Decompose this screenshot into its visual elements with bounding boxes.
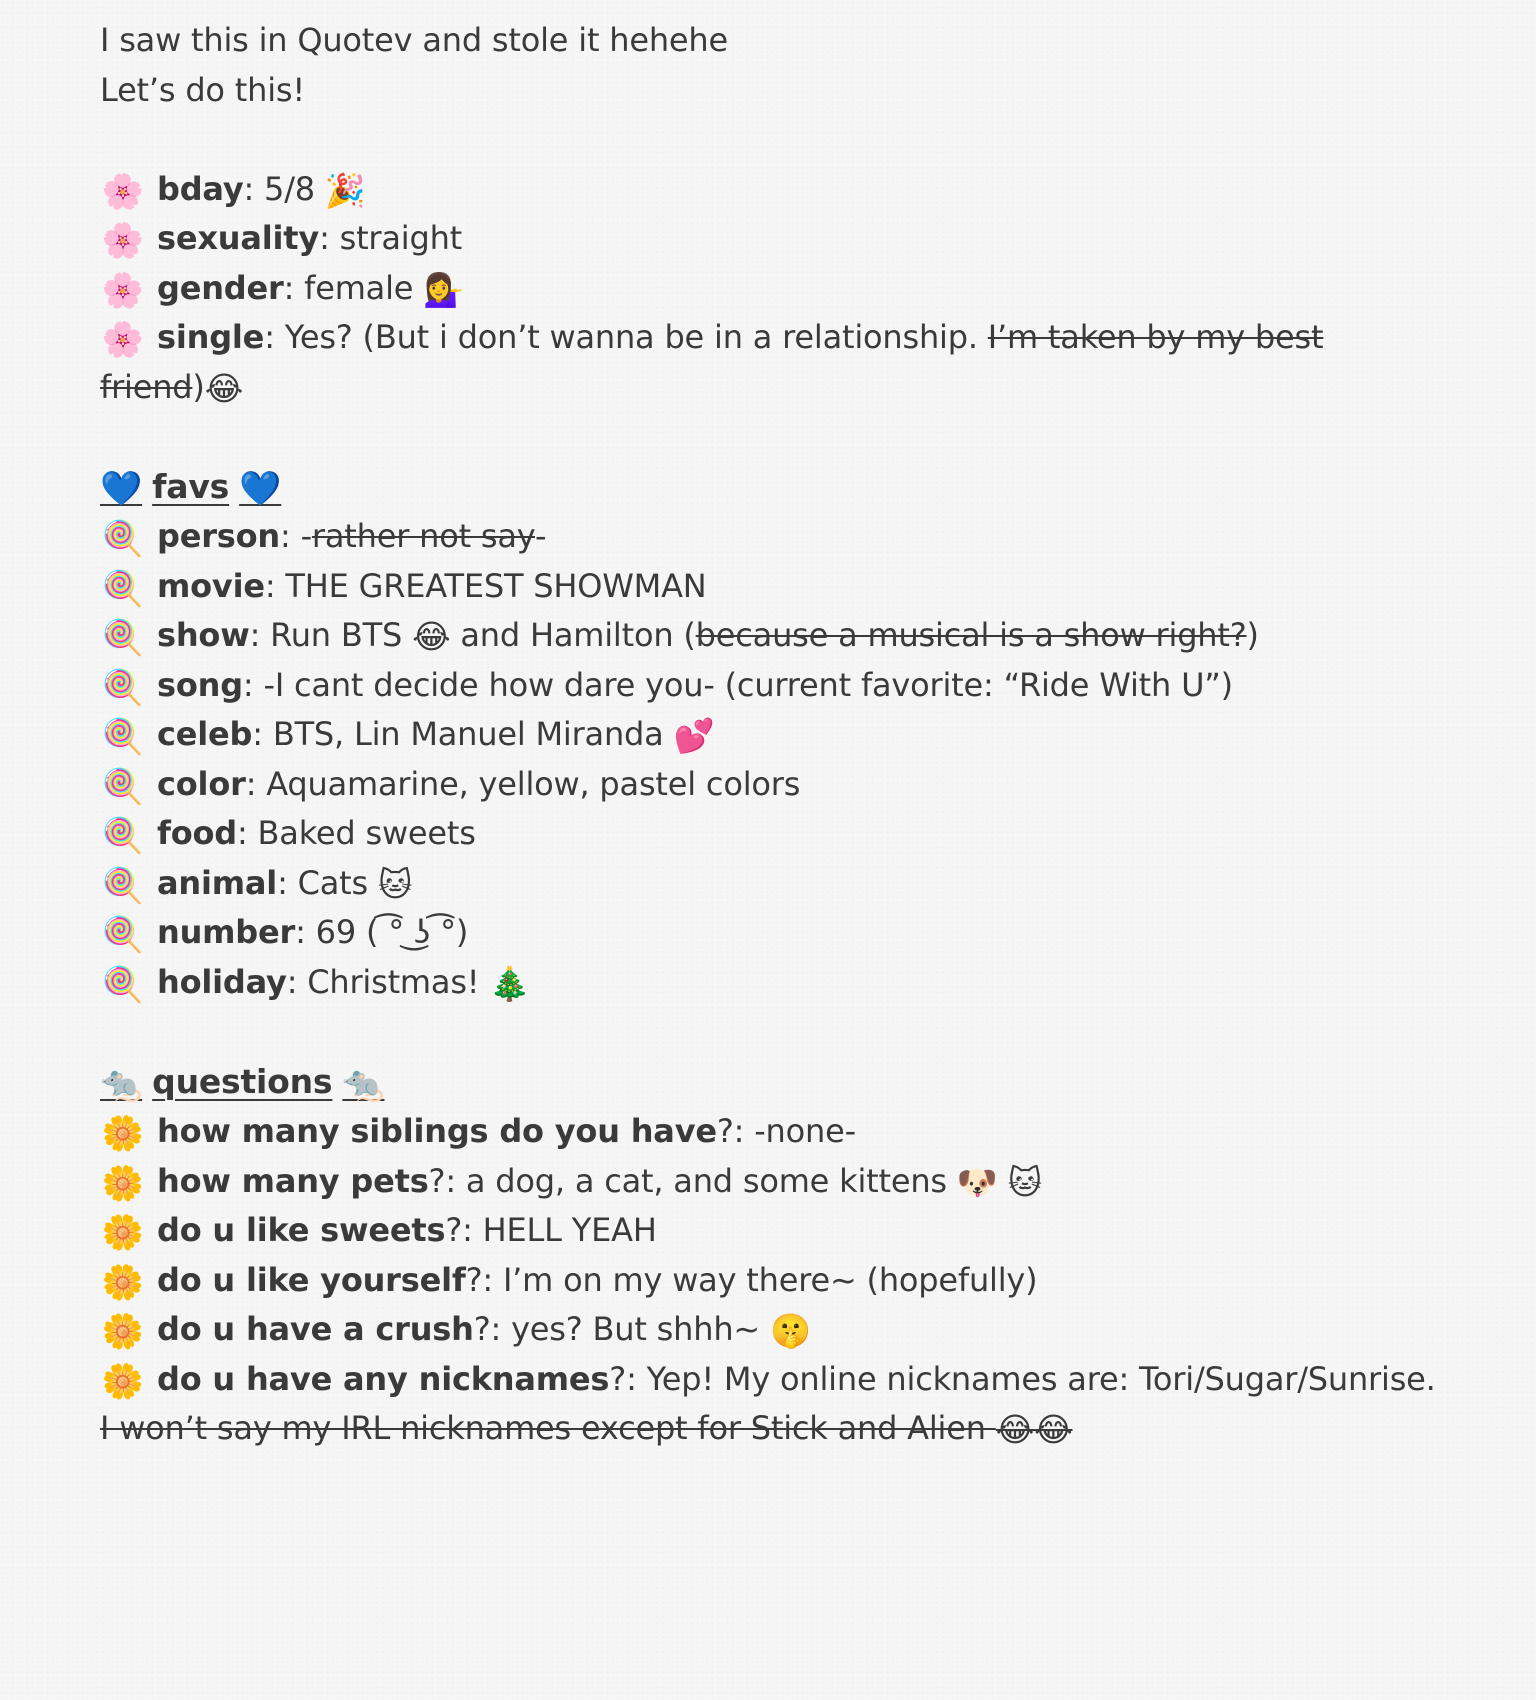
cat-face-icon: 🐱: [377, 864, 413, 904]
lollipop-icon: 🍭: [101, 618, 145, 658]
color-label: color: [157, 764, 246, 803]
person-end: -: [534, 517, 547, 555]
person-sep: : -: [280, 517, 312, 555]
fav-animal-row: [100, 859, 1500, 909]
lollipop-icon: 🍭: [101, 915, 145, 955]
woman-tipping-hand-icon: 💁‍♀️: [423, 269, 465, 309]
movie-label: movie: [157, 566, 265, 605]
rat-icon: 🐀: [342, 1063, 385, 1104]
lollipop-icon: 🍭: [101, 816, 145, 856]
show-value-2: and Hamilton (: [450, 616, 696, 654]
questions-header: [100, 1057, 1500, 1108]
favs-header-label: favs: [152, 466, 230, 506]
two-hearts-icon: 💕: [673, 716, 715, 755]
blossom-icon: 🌼: [101, 1312, 145, 1352]
q-crush-row: [100, 1305, 1500, 1355]
bday-label: bday: [157, 169, 244, 208]
crush-label: do u have a crush: [157, 1310, 474, 1348]
holiday-value: : Christmas!: [286, 962, 490, 1001]
single-label: single: [157, 318, 265, 356]
single-row: [100, 313, 1500, 363]
movie-value: : THE GREATEST SHOWMAN: [264, 566, 707, 605]
q-yourself-row: [100, 1256, 1500, 1306]
number-label: number: [157, 913, 296, 951]
blossom-icon: 🌼: [101, 1361, 145, 1402]
show-value-1: : Run BTS: [249, 616, 413, 654]
favs-header-text: [100, 466, 282, 509]
favs-header: [100, 462, 1500, 513]
animal-value: : Cats: [277, 863, 378, 902]
single-close: ): [192, 367, 205, 406]
bday-row: [100, 165, 1500, 215]
color-value: : Aquamarine, yellow, pastel colors: [245, 764, 801, 803]
lollipop-icon: 🍭: [101, 964, 145, 1005]
sweets-label: do u like sweets: [157, 1211, 446, 1249]
sexuality-value: : straight: [319, 219, 463, 257]
flower-icon: 🌸: [101, 270, 145, 311]
single-row-cont: [100, 363, 1500, 413]
show-end: ): [1246, 616, 1259, 654]
flower-icon: 🌸: [101, 320, 145, 360]
song-value: : -I cant decide how dare you- (current favorite: “Ride With U”): [242, 665, 1233, 704]
q-nicknames-row-cont: [100, 1404, 1500, 1454]
fav-color-row: [100, 760, 1500, 810]
pets-label: how many pets: [157, 1161, 429, 1200]
cat-face-icon: 🐱: [1007, 1162, 1042, 1202]
laughing-tears-icon: 😂😂: [995, 1410, 1073, 1449]
flower-icon: 🌸: [101, 221, 145, 261]
fav-celeb-row: [100, 710, 1500, 760]
celeb-value: : BTS, Lin Manuel Miranda: [252, 715, 674, 753]
lollipop-icon: 🍭: [101, 568, 145, 609]
person-strike: rather not say: [311, 517, 535, 555]
yourself-value: ?: I’m on my way there~ (hopefully): [465, 1260, 1038, 1299]
shushing-face-icon: 🤫: [769, 1311, 811, 1350]
fav-number-row: [100, 908, 1500, 958]
laughing-tears-icon: 😂: [412, 617, 451, 656]
fav-holiday-row: [100, 958, 1500, 1008]
crush-value: ?: yes? But shhh~: [473, 1310, 770, 1348]
sexuality-label: sexuality: [157, 219, 320, 257]
intro-line-1: I saw this in Quotev and stole it hehehe: [100, 21, 728, 59]
holiday-label: holiday: [157, 962, 287, 1001]
lollipop-icon: 🍭: [101, 667, 145, 708]
pets-value: ?: a dog, a cat, and some kittens: [428, 1161, 957, 1200]
q-pets-row: [100, 1157, 1500, 1207]
gender-label: gender: [157, 268, 284, 307]
blossom-icon: 🌼: [101, 1213, 145, 1253]
gender-row: [100, 264, 1500, 314]
christmas-tree-icon: 🎄: [489, 963, 531, 1003]
sexuality-row: [100, 214, 1500, 264]
food-value: : Baked sweets: [237, 814, 476, 852]
note-page: [100, 16, 1500, 1454]
questions-header-text: [100, 1061, 385, 1104]
dog-face-icon: 🐶: [956, 1162, 998, 1202]
siblings-value: ?: -none-: [716, 1112, 856, 1150]
animal-label: animal: [157, 863, 278, 902]
fav-movie-row: [100, 562, 1500, 612]
q-nicknames-row: [100, 1355, 1500, 1405]
show-label: show: [157, 616, 250, 654]
single-strike-text: I’m taken by my best: [987, 318, 1324, 356]
laughing-tears-icon: 😂: [204, 368, 244, 408]
q-siblings-row: [100, 1107, 1500, 1157]
sweets-value: ?: HELL YEAH: [445, 1211, 657, 1249]
nick-value: ?: Yep! My online nicknames are: Tori/Sugar/Sunrise.: [609, 1359, 1436, 1398]
spacer: [100, 1007, 1500, 1057]
blossom-icon: 🌼: [101, 1262, 145, 1303]
q-sweets-row: [100, 1206, 1500, 1256]
rat-icon: 🐀: [100, 1063, 143, 1104]
person-label: person: [157, 517, 281, 555]
nick-label: do u have any nicknames: [157, 1359, 610, 1398]
bday-value: : 5/8: [243, 169, 325, 208]
spacer: [100, 412, 1500, 462]
celeb-label: celeb: [157, 715, 253, 753]
show-strike: because a musical is a show right?: [695, 616, 1247, 654]
single-value: : Yes? (But i don’t wanna be in a relationship.: [264, 318, 988, 356]
gender-value: : female: [283, 268, 424, 307]
spacer: [100, 115, 1500, 165]
lollipop-icon: 🍭: [101, 519, 145, 559]
fav-show-row: [100, 611, 1500, 661]
flower-icon: 🌸: [101, 171, 145, 212]
nick-strike: I won’t say my IRL nicknames except for Stick and Alien: [100, 1409, 996, 1447]
fav-song-row: [100, 661, 1500, 711]
lollipop-icon: 🍭: [101, 865, 145, 906]
lollipop-icon: 🍭: [101, 717, 145, 757]
fav-person-row: [100, 512, 1500, 562]
siblings-label: how many siblings do you have: [157, 1112, 717, 1150]
yourself-label: do u like yourself: [157, 1260, 466, 1299]
party-popper-icon: 🎉: [324, 170, 366, 210]
number-value: : 69 ( ͡° ͜ʖ ͡°): [295, 913, 469, 951]
blossom-icon: 🌼: [101, 1114, 145, 1154]
food-label: food: [157, 814, 237, 852]
intro-line-2: Let’s do this!: [100, 70, 305, 109]
lollipop-icon: 🍭: [101, 766, 145, 807]
blue-heart-icon: 💙: [239, 468, 282, 509]
blossom-icon: 🌼: [101, 1163, 145, 1204]
questions-header-label: questions: [152, 1061, 333, 1101]
blue-heart-icon: 💙: [100, 468, 143, 509]
fav-food-row: [100, 809, 1500, 859]
single-strike-text-2: friend: [100, 367, 193, 406]
nick-strike-text: [100, 1409, 1073, 1447]
song-label: song: [157, 665, 243, 704]
